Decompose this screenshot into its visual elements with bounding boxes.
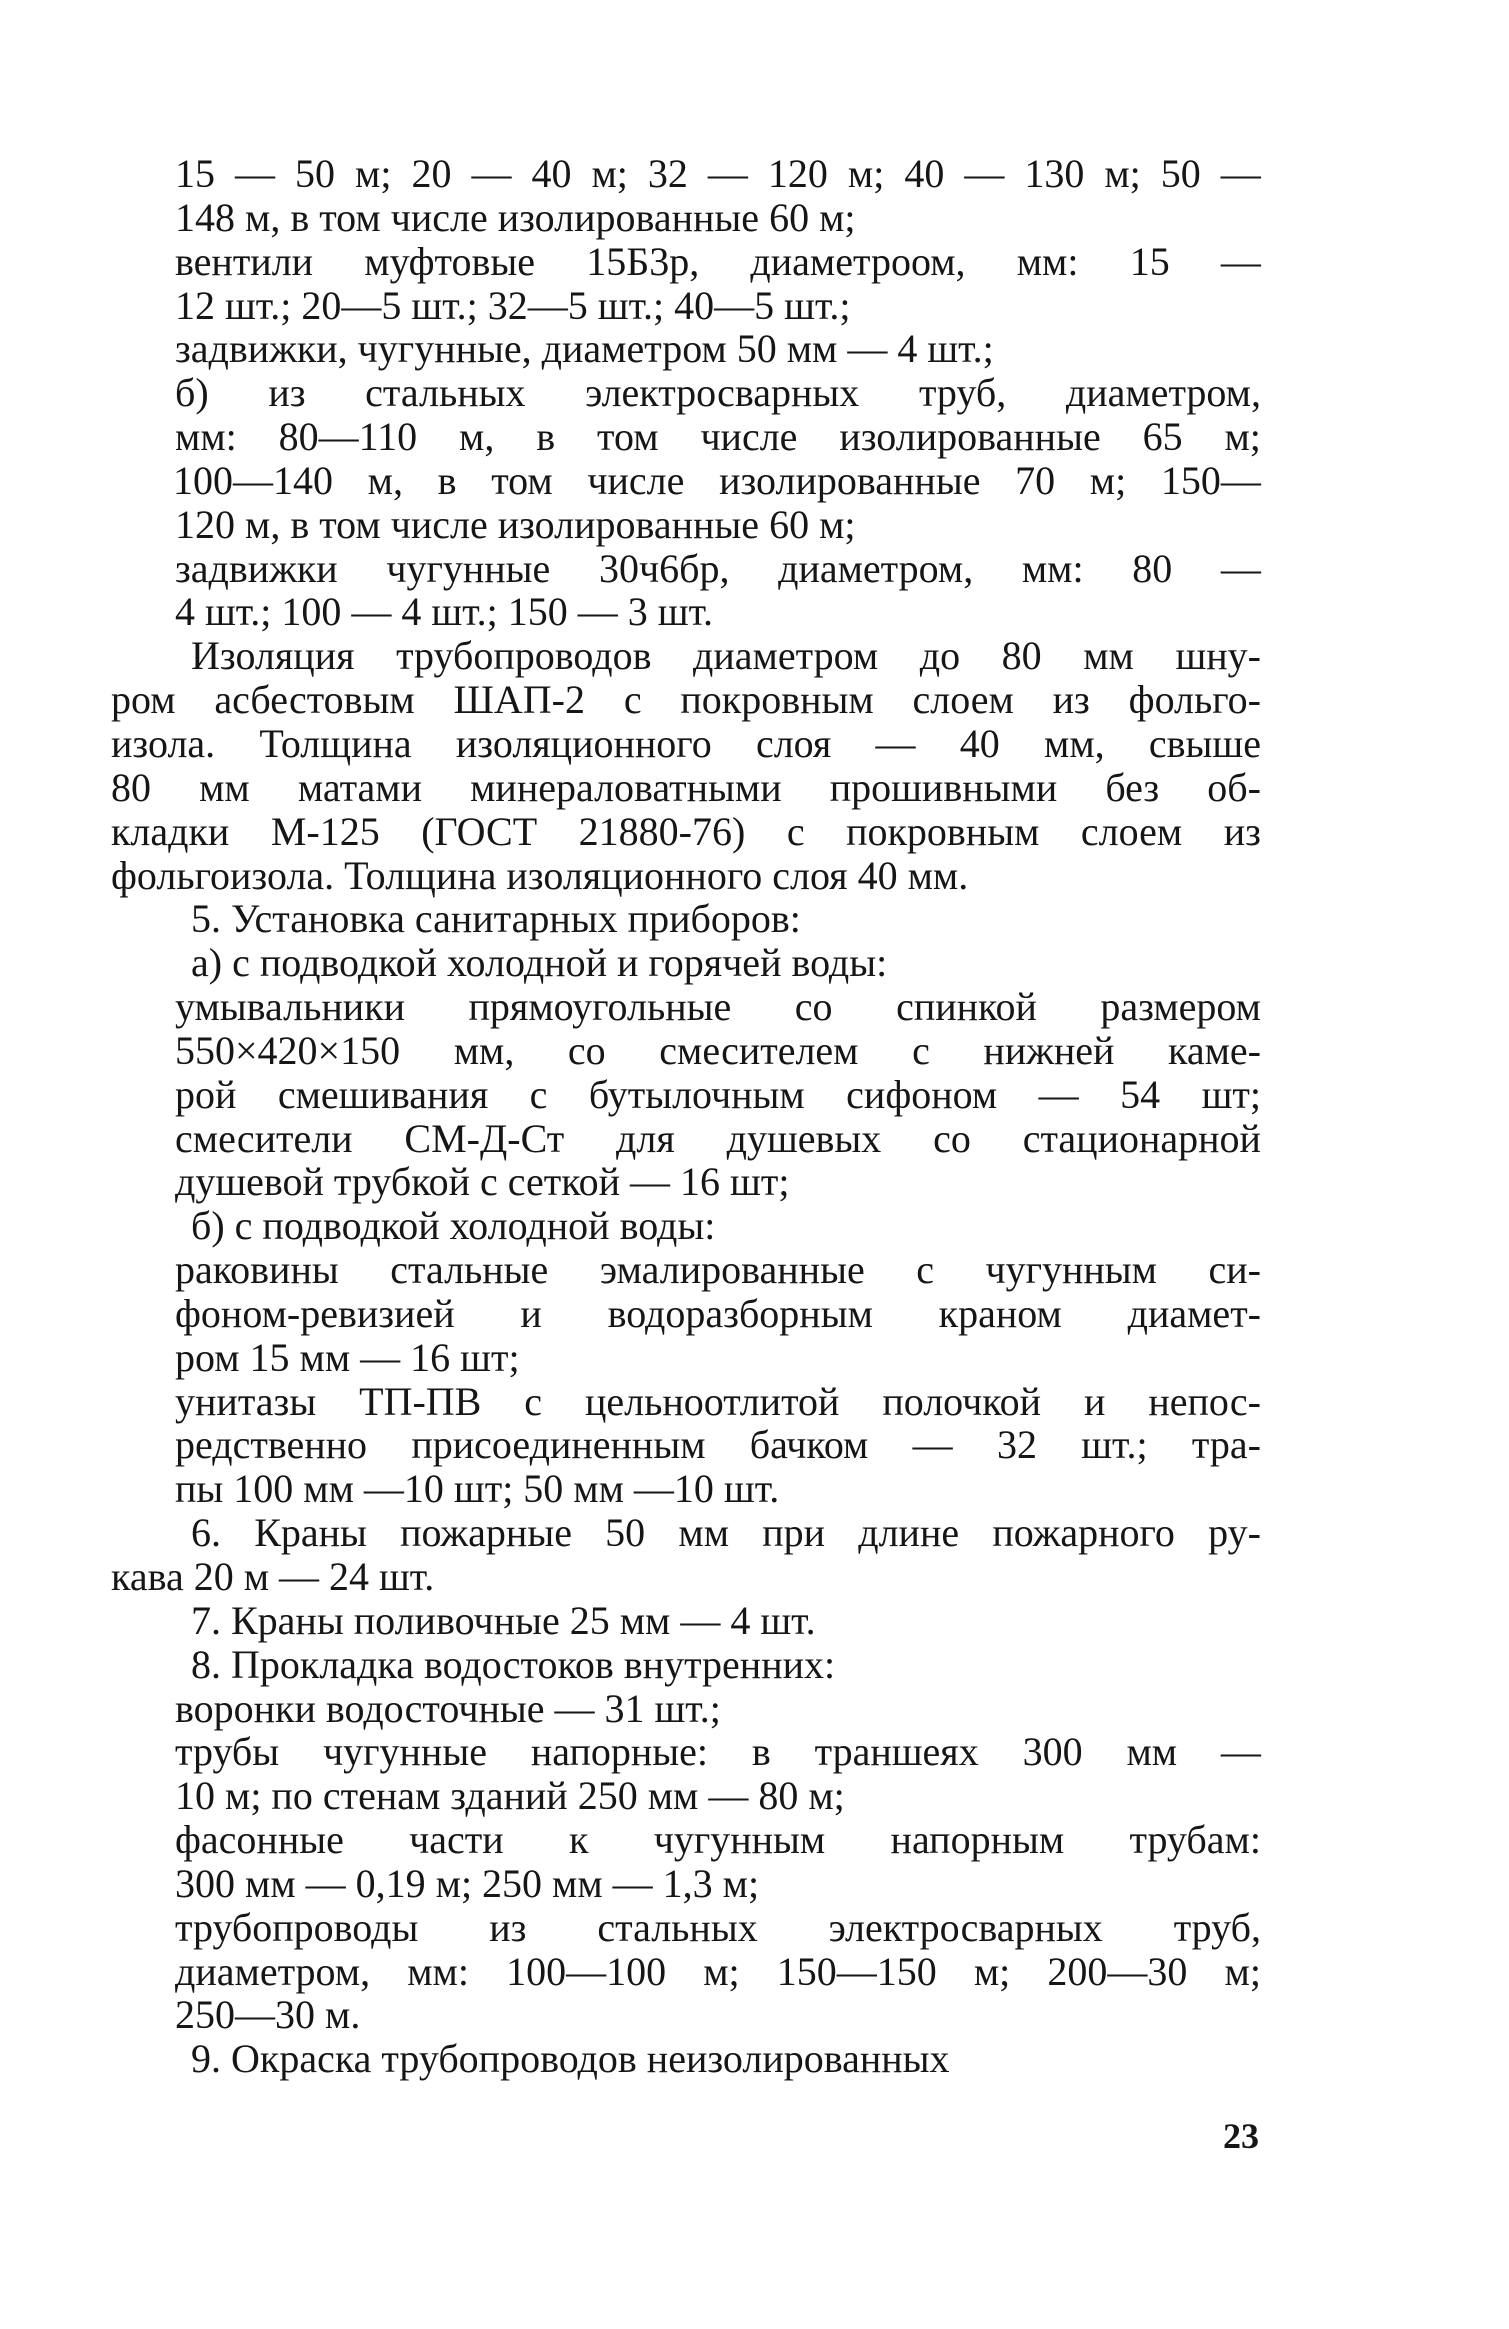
word: и [1084,1378,1106,1424]
word: числе [700,414,798,460]
word: эмалированные [599,1247,865,1293]
line-text: 7. Краны поливочные 25 мм — 4 шт. [191,1597,816,1643]
word: пожарные [400,1510,572,1556]
text-line [111,678,1261,722]
word: с [524,1378,543,1424]
text-line [111,1029,1261,1073]
text-line [111,1862,1261,1906]
word: — [964,151,1005,196]
word: изолированные [839,414,1101,460]
word: электросварных [828,1904,1103,1950]
word: — [1220,238,1261,284]
word: м; [847,151,885,196]
word: М-125 [270,808,380,854]
text-line [111,897,1261,941]
word: смешивания [277,1071,489,1117]
word: 40 [904,151,945,196]
word: спинкой [896,984,1037,1030]
word: ШАП-2 [453,677,585,723]
word: раковины [175,1247,339,1293]
word: Изоляция [191,633,355,679]
word: диаметром, [1065,370,1261,416]
word: покровным [846,808,1040,854]
word: кладки [111,808,230,854]
word: стационарной [1022,1115,1261,1161]
word: 150—150 [776,1948,937,1994]
word: — [875,720,916,766]
text-line [111,854,1261,898]
page-text [111,152,1261,2081]
word: из [268,370,306,416]
text-line [111,1467,1261,1511]
text-line [111,1160,1261,1204]
word: Толщина [259,720,412,766]
text-line [111,1993,1261,2037]
text-line [111,1818,1261,1862]
text-line [111,810,1261,854]
word: изола. [111,720,216,766]
word: минераловатными [470,764,782,810]
word: 100—140 [173,457,333,503]
word: мм [199,764,250,810]
word: м; [1224,414,1261,460]
text-line [111,503,1261,547]
word: покровным [680,677,874,723]
word: — [471,151,512,196]
text-line [111,1380,1261,1424]
word: труб, [918,370,1007,416]
text-line [111,941,1261,985]
word: смесители [175,1115,353,1161]
word: напорным [890,1817,1065,1863]
word: цельноотлитой [584,1378,840,1424]
word: диаметром [693,633,879,679]
word: том [491,457,553,503]
word: ром [111,677,176,723]
word: м; [973,1948,1011,1994]
word: фоном-ревизией [175,1290,455,1336]
word: душевых [726,1115,882,1161]
word: 32 [647,151,688,196]
word: 100—100 [506,1948,667,1994]
word: диаметроом, [750,238,966,284]
word: 50 [295,151,335,196]
word: водоразборным [607,1290,873,1336]
text-line [111,1117,1261,1161]
text-line [111,1950,1261,1994]
word: 50 [605,1510,646,1556]
word: пожарного [992,1510,1175,1556]
word: с [529,1071,548,1117]
text-line [111,634,1261,678]
line-text: 8. Прокладка водостоков внутренних: [191,1641,836,1687]
word: — [235,151,275,196]
word: диамет- [1127,1290,1261,1336]
word: рой [175,1071,237,1117]
word: к [568,1817,589,1863]
word: 40 [959,720,1000,766]
word: мм: [175,414,237,460]
word: — [707,151,748,196]
text-line [111,415,1261,459]
word: диаметром, [778,545,974,591]
word: редственно [175,1422,368,1468]
word: длине [858,1510,960,1556]
word: мм [1083,633,1134,679]
line-text: 10 м; по стенам зданий 250 мм — 80 м; [175,1773,845,1819]
word: труб, [1173,1904,1261,1950]
word: 50 [1160,151,1201,196]
line-text: а) с подводкой холодной и горячей воды: [191,940,888,986]
word: полочкой [882,1378,1042,1424]
word: — [1220,545,1261,591]
line-text: задвижки, чугунные, диаметром 50 мм — 4 шт.; [175,326,994,372]
word: для [616,1115,675,1161]
text-line [111,1511,1261,1555]
line-text: 5. Установка санитарных приборов: [191,896,801,942]
text-line [111,722,1261,766]
word: м; [355,151,392,196]
word: м; [591,151,628,196]
word: тра- [1191,1422,1261,1468]
text-line [111,240,1261,284]
word: 70 [1015,457,1056,503]
word: сифоном [846,1071,998,1117]
word: мм [1126,1729,1178,1775]
word: мм: [1016,238,1079,284]
word: муфтовые [364,238,535,284]
word: напорные: [530,1729,709,1775]
word: непос- [1148,1378,1261,1424]
text-line [111,1073,1261,1117]
word: 6. [191,1510,221,1556]
word: — [1220,1729,1261,1775]
word: ТП-ПВ [359,1378,482,1424]
text-line [111,1292,1261,1336]
line-text: воронки водосточные — 31 шт.; [175,1685,721,1731]
word: умывальники [175,984,405,1030]
word: изоляционного [455,720,712,766]
text-line [111,1204,1261,1248]
word: 130 [1024,151,1085,196]
line-text: 12 шт.; 20—5 шт.; 32—5 шт.; 40—5 шт.; [175,282,851,328]
word: в [751,1729,771,1775]
word: 65 [1142,414,1183,460]
word: чугунным [653,1817,826,1863]
word: 40 [531,151,572,196]
text-line [111,2037,1261,2081]
line-text: 300 мм — 0,19 м; 250 мм — 1,3 м; [175,1860,760,1906]
word: 200—30 [1047,1948,1188,1994]
word: слоя [755,720,832,766]
word: чугунные [323,1729,487,1775]
word: м; [1089,457,1127,503]
word: трубопроводов [396,633,652,679]
word: си- [1208,1247,1261,1293]
line-text: 4 шт.; 100 — 4 шт.; 150 — 3 шт. [175,589,714,635]
word: 30ч6бр, [598,545,730,591]
word: м, [459,414,495,460]
word: 21880-76) [578,808,746,854]
word: — [1220,151,1261,196]
word: с [916,1247,934,1293]
word: вентили [175,238,314,284]
text-line [111,1774,1261,1818]
word: шну- [1175,633,1261,679]
word: 80 [1001,633,1042,679]
word: м; [1224,1948,1261,1994]
word: размером [1100,984,1261,1030]
word: трубам: [1129,1817,1261,1863]
word: присоединенным [411,1422,706,1468]
word: м; [1104,151,1141,196]
word: с [912,1027,930,1073]
text-line [111,284,1261,328]
word: матами [297,764,423,810]
text-line [111,1555,1261,1599]
word: об- [1207,764,1261,810]
line-text: б) с подводкой холодной воды: [191,1203,716,1249]
word: (ГОСТ [421,808,538,854]
line-text: душевой трубкой с сеткой — 16 шт; [175,1159,790,1205]
word: с [623,677,642,723]
word: м; [703,1948,740,1994]
word: краном [938,1290,1062,1336]
word: асбестовым [214,677,415,723]
word: мм, [453,1027,515,1073]
word: — [1038,1071,1079,1117]
word: прямоугольные [468,984,732,1030]
word: 15 [175,151,215,196]
word: 15Б3р, [586,238,700,284]
word: стальных [597,1904,758,1950]
word: чугунные [386,545,551,591]
word: при [762,1510,826,1556]
word: 32 [996,1422,1037,1468]
word: нижней [983,1027,1115,1073]
line-text: пы 100 мм —10 шт; 50 мм —10 шт. [175,1466,780,1512]
word: 550×420×150 [175,1027,401,1073]
text-line [111,1336,1261,1380]
word: из [1223,808,1261,854]
word: мм: [1021,545,1084,591]
word: слоем [1080,808,1183,854]
word: фольго- [1128,677,1261,723]
text-line [111,371,1261,415]
word: шт; [1201,1071,1261,1117]
page-number: 23 [1223,2116,1259,2156]
word: — [912,1422,953,1468]
word: 54 [1120,1071,1161,1117]
word: каме- [1168,1027,1261,1073]
text-line [111,547,1261,591]
word: чугунным [985,1247,1157,1293]
word: бачком [749,1422,869,1468]
word: со [794,984,833,1030]
word: изолированные [719,457,981,503]
word: ру- [1208,1510,1261,1556]
word: фасонные [175,1817,344,1863]
word: б) [175,370,209,416]
text-line [111,766,1261,810]
text-line [111,327,1261,371]
text-line [111,1687,1261,1731]
word: трубопроводы [175,1904,419,1950]
word: числе [587,457,685,503]
word: из [1052,677,1090,723]
word: шт.; [1081,1422,1148,1468]
word: Краны [254,1510,367,1556]
text-line [111,1423,1261,1467]
word: 15 [1129,238,1170,284]
line-text: кава 20 м — 24 шт. [111,1554,435,1599]
text-line [111,1906,1261,1950]
word: стальные [390,1247,549,1293]
line-text: 9. Окраска трубопроводов неизолированных [191,2036,950,2082]
text-line [111,1599,1261,1643]
word: части [409,1817,504,1863]
word: СМ-Д-Ст [404,1115,565,1161]
word: стальных [365,370,526,416]
word: без [1105,764,1160,810]
line-text: ром 15 мм — 16 шт; [175,1334,520,1380]
text-line [111,459,1261,503]
word: со [567,1027,606,1073]
word: 150— [1160,457,1261,503]
text-line [111,152,1261,196]
word: до [919,633,961,679]
text-line [111,1730,1261,1774]
word: электросварных [585,370,860,416]
word: слоем [912,677,1014,723]
word: и [520,1290,542,1336]
word: траншеях [814,1729,979,1775]
word: со [933,1115,971,1161]
word: 80 [1132,545,1173,591]
word: с [786,808,805,854]
word: трубы [175,1729,280,1775]
word: мм, [1044,720,1105,766]
text-line [111,1643,1261,1687]
word: 80—110 [278,414,418,460]
word: бутылочным [588,1071,805,1117]
line-text: 120 м, в том числе изолированные 60 м; [175,501,856,547]
text-line [111,1248,1261,1292]
text-line [111,590,1261,634]
word: прошивными [829,764,1058,810]
word: мм: [407,1948,469,1994]
word: диаметром, [175,1948,371,1994]
text-line [111,985,1261,1029]
word: 80 [111,764,151,810]
text-line [111,196,1261,240]
word: смесителем [659,1027,859,1073]
word: задвижки [175,545,338,591]
word: 120 [767,151,828,196]
line-text: 250—30 м. [175,1992,361,2038]
word: в [536,414,556,460]
word: том [597,414,659,460]
word: м, [367,457,403,503]
word: 300 [1022,1729,1083,1775]
word: из [489,1904,527,1950]
word: в [437,457,457,503]
word: свыше [1148,720,1261,766]
line-text: фольгоизола. Толщина изоляционного слоя 40 мм. [111,852,969,898]
line-text: 148 м, в том числе изолированные 60 м; [175,194,856,240]
word: 20 [411,151,452,196]
word: мм [678,1510,729,1556]
word: унитазы [175,1378,317,1424]
